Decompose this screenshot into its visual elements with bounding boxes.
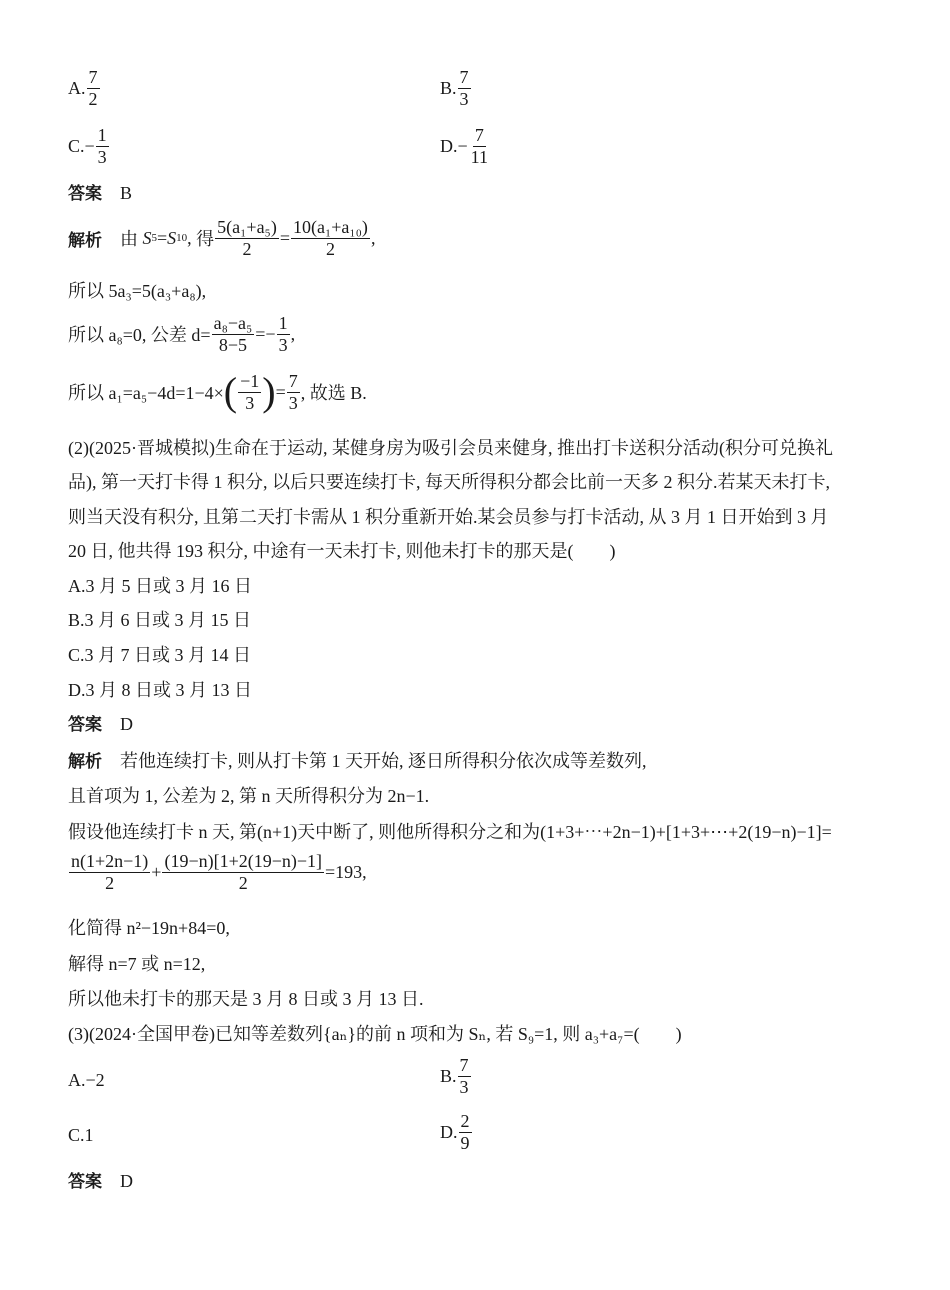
q1-option-b[interactable] (440, 68, 472, 109)
q1-option-c[interactable] (68, 126, 110, 167)
q2-option-b[interactable]: B.3 月 6 日或 3 月 15 日 (68, 610, 252, 630)
text: =193, (325, 861, 367, 882)
denominator: 3 (459, 88, 469, 109)
fraction (277, 314, 290, 355)
q3-stem: (3)(2024·全国甲卷)已知等差数列{aₙ}的前 n 项和为 Sₙ, 若 S₉=1, 则 a₃+a₇=( ) (68, 1024, 682, 1044)
answer-value: D (120, 714, 133, 734)
q2-analysis-line-6: 解得 n=7 或 n=12, (68, 954, 206, 974)
fraction (96, 126, 109, 167)
q2-analysis-line-5: 化简得 n²−19n+84=0, (68, 918, 230, 938)
option-letter: B. (440, 77, 457, 98)
numerator: 7 (288, 371, 298, 391)
q2-stem-line-1: (2)(2025·晋城模拟)生命在于运动, 某健身房为吸引会员来健身, 推出打卡送积分活动(积分可兑换礼 (68, 438, 833, 458)
right-paren: ) (262, 369, 276, 415)
q2-analysis-line-4 (68, 852, 367, 893)
denominator: 3 (97, 146, 107, 167)
fraction (458, 68, 471, 109)
text: 所以 a₁=a₅−4d=1−4× (68, 383, 224, 404)
numerator: (19−n)[1+2(19−n)−1] (164, 851, 323, 871)
q2-analysis-line-1 (68, 748, 647, 775)
text: 若他连续打卡, 则从打卡第 1 天开始, 逐日所得积分依次成等差数列, (120, 751, 647, 771)
option-letter: C. (68, 135, 85, 156)
q2-stem-line-3: 则当天没有积分, 且第二天打卡需从 1 积分重新开始.某会员参与打卡活动, 从 3 月 1 日开始到 3 月 (68, 507, 829, 527)
fraction (287, 372, 300, 413)
text: , 故选 B. (300, 383, 367, 404)
answer-label: 答案 (68, 715, 102, 735)
denominator: 3 (459, 1076, 469, 1097)
option-letter: B. (440, 1065, 457, 1086)
q2-analysis-line-3: 假设他连续打卡 n 天, 第(n+1)天中断了, 则他所得积分之和为(1+3+⋯+2n−1)+[1+3+⋯+2(19−n)−1]= (68, 822, 832, 842)
q3-answer (68, 1168, 133, 1195)
answer-value: B (120, 183, 133, 203)
fraction (215, 218, 279, 259)
answer-label: 答案 (68, 1172, 102, 1192)
q2-analysis-line-2: 且首项为 1, 公差为 2, 第 n 天所得积分为 2n−1. (68, 786, 430, 806)
q2-option-a[interactable]: A.3 月 5 日或 3 月 16 日 (68, 576, 252, 596)
numerator: −1 (240, 371, 260, 391)
q3-option-d[interactable] (440, 1112, 473, 1153)
q2-option-d[interactable]: D.3 月 8 日或 3 月 13 日 (68, 680, 252, 700)
q1-analysis-line-3: 所以 a₈=0, 公差 d= $\frac{\text{a₈−a₅}}{8-5}$ =− $\frac{1}{3}$ , (68, 313, 296, 355)
option-letter: D. (440, 135, 458, 156)
numerator: n(1+2n−1) (71, 851, 149, 871)
text: + (151, 861, 162, 882)
denominator: 9 (460, 1132, 470, 1153)
fraction (69, 852, 150, 893)
answer-label: 答案 (68, 184, 102, 204)
fraction (291, 218, 370, 259)
q2-option-c[interactable]: C.3 月 7 日或 3 月 14 日 (68, 645, 252, 665)
q1-analysis-line-2: 所以 5a₃=5(a₃+a₈), (68, 281, 207, 301)
fraction (469, 126, 490, 167)
denominator: 2 (242, 238, 252, 259)
numerator: 1 (97, 125, 107, 145)
denominator: 8−5 (218, 334, 247, 355)
fraction (458, 1056, 471, 1097)
q1-analysis-line-1: 解析 由 S 5 = S 10 , 得 $\frac{\text{5(a₁+a₅)}}{2}$ = $\frac{\text{10(a₁+a₁₀)}}{2}$ , (68, 217, 376, 259)
option-sign: − (457, 135, 468, 156)
denominator: 2 (88, 88, 98, 109)
q2-analysis-line-7: 所以他未打卡的那天是 3 月 8 日或 3 月 13 日. (68, 989, 424, 1009)
q3-option-b[interactable] (440, 1056, 472, 1097)
answer-value: D (120, 1171, 133, 1191)
fraction (459, 1112, 472, 1153)
option-letter: C. (68, 1125, 85, 1145)
fraction (162, 852, 324, 893)
numerator: 1 (278, 313, 288, 333)
q1-answer (68, 180, 132, 207)
numerator: 7 (459, 67, 469, 87)
analysis-label: 解析 (68, 230, 102, 251)
option-letter: A. (68, 77, 86, 98)
q2-answer (68, 711, 133, 738)
text: = (275, 381, 286, 402)
q2-stem-line-2: 品), 第一天打卡得 1 积分, 以后只要连续打卡, 每天所得积分都会比前一天多 2 积分.若某天未打卡, (68, 472, 830, 492)
q1-analysis-line-4 (68, 369, 367, 415)
denominator: 2 (105, 872, 115, 893)
text: 所以 a₈=0, 公差 d= (68, 325, 211, 346)
numerator: 7 (459, 1055, 469, 1075)
denominator: 3 (288, 392, 298, 413)
denominator: 3 (278, 334, 288, 355)
analysis-label: 解析 (68, 752, 102, 772)
denominator: 3 (245, 392, 255, 413)
q3-option-c[interactable] (68, 1125, 94, 1146)
denominator: 11 (470, 146, 488, 167)
denominator: 2 (238, 872, 248, 893)
numerator: 10(a₁+a₁₀) (292, 217, 368, 237)
fraction (238, 372, 261, 413)
numerator: a₈−a₅ (213, 313, 253, 333)
left-paren: ( (223, 369, 238, 415)
numerator: 2 (460, 1111, 470, 1131)
option-letter: A. (68, 1070, 86, 1090)
q1-option-a[interactable] (68, 68, 101, 109)
q1-option-d[interactable] (440, 126, 491, 167)
numerator: 7 (88, 67, 98, 87)
option-letter: D. (440, 1121, 458, 1142)
text: =− (255, 323, 276, 344)
q3-option-a[interactable] (68, 1070, 105, 1091)
option-text: −2 (85, 1070, 105, 1090)
q2-stem-line-4: 20 日, 他共得 193 积分, 中途有一天未打卡, 则他未打卡的那天是( ) (68, 541, 616, 561)
fraction (87, 68, 100, 109)
numerator: 5(a₁+a₅) (217, 217, 277, 237)
numerator: 7 (474, 125, 484, 145)
option-text: 1 (84, 1125, 94, 1145)
denominator: 2 (325, 238, 335, 259)
text: 由 (120, 229, 138, 250)
fraction (212, 314, 255, 355)
text: 得 (196, 229, 215, 250)
option-sign: − (84, 135, 95, 156)
